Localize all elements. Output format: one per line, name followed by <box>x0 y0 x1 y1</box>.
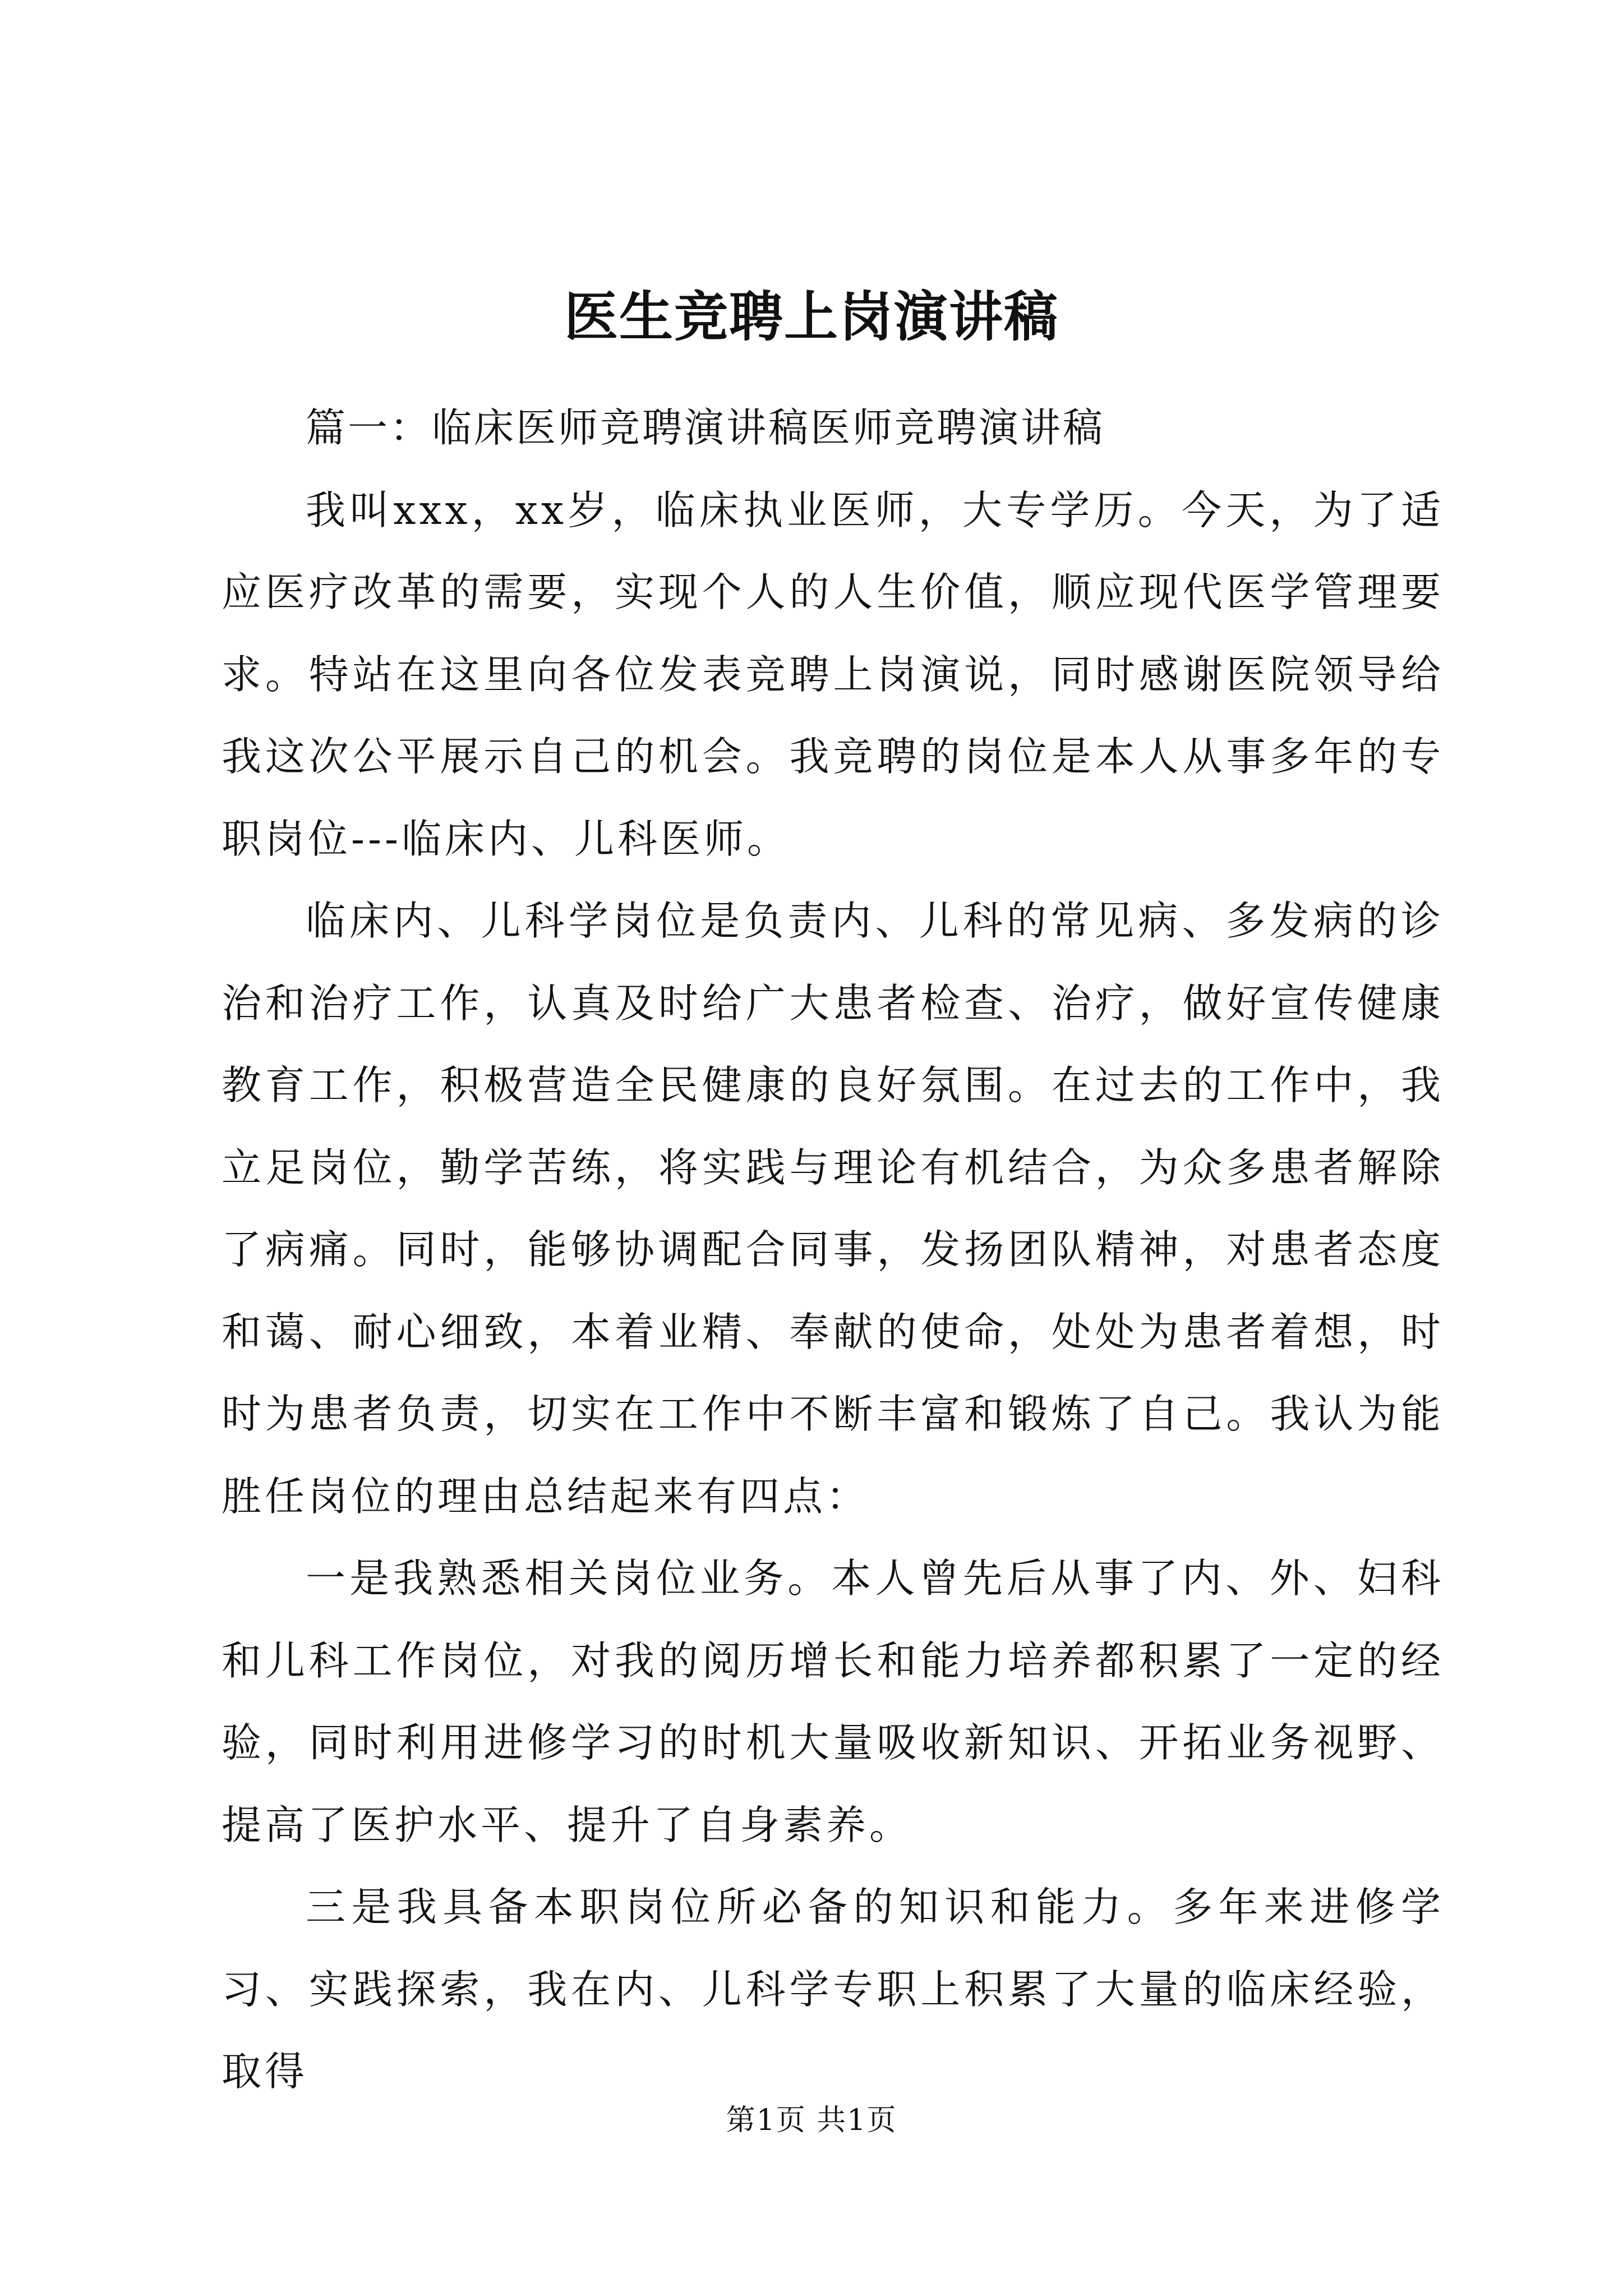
body-paragraph-point-three: 三是我具备本职岗位所必备的知识和能力。多年来进修学习、实践探索，我在内、儿科学专职上积累了大量的临床经验，取得 <box>222 1884 1444 2095</box>
body-paragraph-intro: 我叫xxx，xx岁，临床执业医师，大专学历。今天，为了适应医疗改革的需要，实现个人的人生价值，顺应现代医学管理要求。特站在这里向各位发表竞聘上岗演说，同时感谢医院领导给我这次公平展示自己的机会。我竞聘的岗位是本人从事多年的专职岗位---临床内、儿科医师。 <box>222 486 1444 862</box>
document-title: 医生竞聘上岗演讲稿 <box>564 285 1059 348</box>
page-footer: 第1页 共1页 <box>726 2104 897 2137</box>
subtitle-paragraph: 篇一：临床医师竞聘演讲稿医师竞聘演讲稿 <box>306 404 1105 451</box>
body-paragraph-point-one: 一是我熟悉相关岗位业务。本人曾先后从事了内、外、妇科和儿科工作岗位，对我的阅历增长和能力培养都积累了一定的经验，同时利用进修学习的时机大量吸收新知识、开拓业务视野、提高了医护水平、提升了自身素养。 <box>222 1555 1444 1848</box>
document-body <box>222 387 1444 2113</box>
body-paragraph-duties: 临床内、儿科学岗位是负责内、儿科的常见病、多发病的诊治和治疗工作，认真及时给广大患者检查、治疗，做好宣传健康教育工作，积极营造全民健康的良好氛围。在过去的工作中，我立足岗位，勤学苦练，将实践与理论有机结合，为众多患者解除了病痛。同时，能够协调配合同事，发扬团队精神，对患者态度和蔼、耐心细致，本着业精、奉献的使命，处处为患者着想，时时为患者负责，切实在工作中不断丰富和锻炼了自己。我认为能胜任岗位的理由总结起来有四点： <box>222 898 1444 1520</box>
